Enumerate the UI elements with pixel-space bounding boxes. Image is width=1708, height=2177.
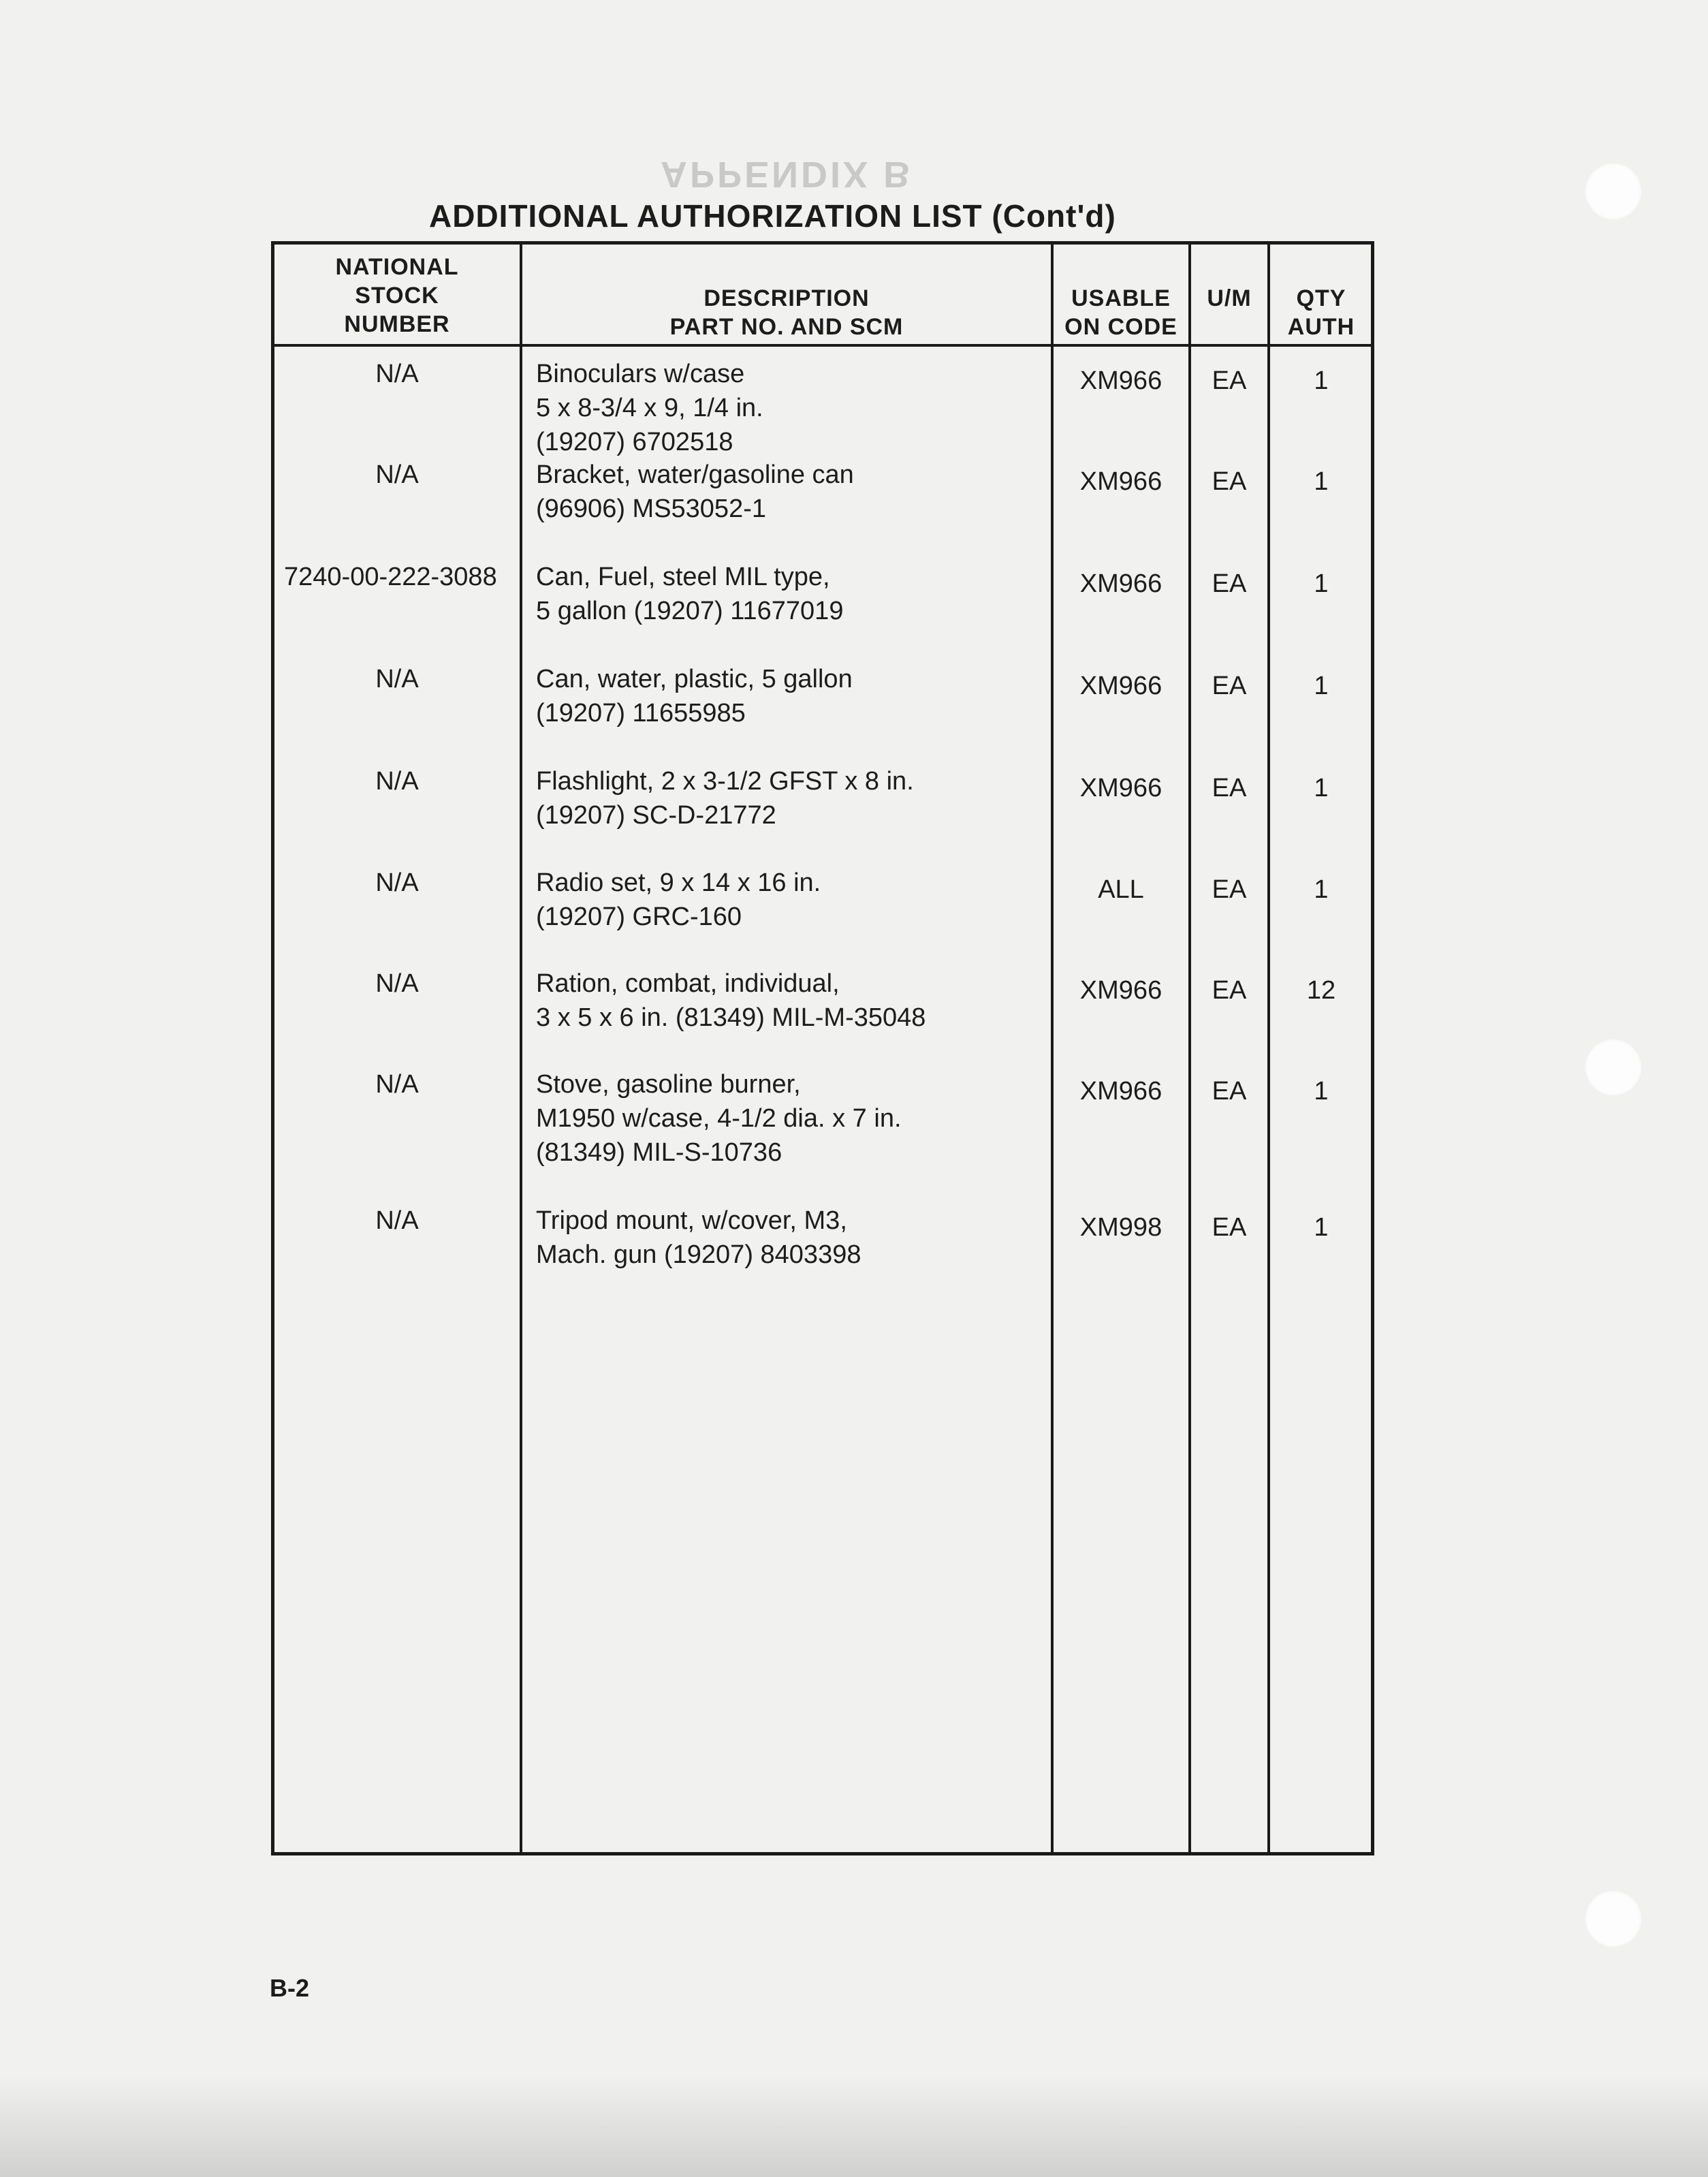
header-divider — [274, 344, 1371, 347]
cell-usable-on-code: XM966 — [1079, 672, 1163, 700]
cell-qty-auth: 1 — [1314, 1077, 1329, 1106]
cell-usable-on-code: XM966 — [1079, 774, 1163, 802]
cell-stock-number: N/A — [375, 360, 419, 388]
cell-description: Binoculars w/case 5 x 8-3/4 x 9, 1/4 in. (19207) 6702518 — [536, 360, 763, 456]
cell-unit-of-measure: EA — [1212, 875, 1247, 904]
cell-stock-number: N/A — [375, 665, 419, 693]
cell-qty-auth: 1 — [1314, 467, 1329, 496]
cell-qty-auth: 12 — [1306, 976, 1336, 1005]
page-title: ADDITIONAL AUTHORIZATION LIST (Cont'd) — [429, 198, 1116, 234]
cell-description: Bracket, water/gasoline can (96906) MS53052-1 — [536, 460, 854, 523]
cell-description: Flashlight, 2 x 3-1/2 GFST x 8 in. (19207) SC-D-21772 — [536, 767, 914, 830]
cell-usable-on-code: XM966 — [1079, 366, 1163, 395]
cell-qty-auth: 1 — [1314, 1213, 1329, 1242]
cell-description: Tripod mount, w/cover, M3, Mach. gun (19207) 8403398 — [536, 1206, 861, 1269]
cell-usable-on-code: XM966 — [1079, 467, 1163, 496]
bleed-through-heading: APPENDIX B — [661, 154, 913, 195]
cell-description: Stove, gasoline burner, M1950 w/case, 4-1/2 dia. x 7 in. (81349) MIL-S-10736 — [536, 1070, 902, 1167]
cell-unit-of-measure: EA — [1212, 366, 1247, 395]
cell-unit-of-measure: EA — [1212, 467, 1247, 496]
cell-unit-of-measure: EA — [1212, 774, 1247, 802]
header-description: DESCRIPTION PART NO. AND SCM — [669, 285, 904, 340]
cell-description: Can, Fuel, steel MIL type, 5 gallon (19207) 11677019 — [536, 563, 844, 625]
column-divider — [520, 245, 522, 1852]
cell-usable-on-code: ALL — [1098, 875, 1144, 904]
binder-hole-bottom — [1584, 1890, 1643, 1948]
cell-usable-on-code: XM966 — [1079, 976, 1163, 1005]
cell-stock-number: N/A — [375, 1206, 419, 1235]
cell-description: Ration, combat, individual, 3 x 5 x 6 in. (81349) MIL-M-35048 — [536, 969, 926, 1032]
header-usable-on-code: USABLE ON CODE — [1064, 285, 1177, 340]
cell-usable-on-code: XM966 — [1079, 569, 1163, 598]
cell-qty-auth: 1 — [1314, 875, 1329, 904]
cell-unit-of-measure: EA — [1212, 1077, 1247, 1106]
cell-description: Can, water, plastic, 5 gallon (19207) 11655985 — [536, 665, 853, 727]
cell-unit-of-measure: EA — [1212, 1213, 1247, 1242]
binder-hole-middle — [1584, 1038, 1643, 1097]
cell-stock-number: N/A — [375, 767, 419, 796]
header-qty-auth: QTY AUTH — [1287, 285, 1355, 340]
cell-qty-auth: 1 — [1314, 672, 1329, 700]
cell-stock-number: N/A — [375, 868, 419, 897]
cell-unit-of-measure: EA — [1212, 976, 1247, 1005]
scan-edge-shadow — [0, 2075, 1708, 2177]
authorization-table — [271, 241, 1374, 1855]
header-national-stock-number: NATIONAL STOCK NUMBER — [335, 254, 459, 337]
cell-qty-auth: 1 — [1314, 774, 1329, 802]
cell-qty-auth: 1 — [1314, 569, 1329, 598]
header-unit-of-measure: U/M — [1207, 285, 1252, 311]
binder-hole-top — [1584, 162, 1643, 221]
cell-description: Radio set, 9 x 14 x 16 in. (19207) GRC-160 — [536, 868, 821, 931]
cell-unit-of-measure: EA — [1212, 672, 1247, 700]
cell-unit-of-measure: EA — [1212, 569, 1247, 598]
cell-qty-auth: 1 — [1314, 366, 1329, 395]
cell-usable-on-code: XM966 — [1079, 1077, 1163, 1106]
cell-stock-number: 7240-00-222-3088 — [284, 563, 497, 591]
page-number: B-2 — [270, 1974, 310, 2002]
cell-usable-on-code: XM998 — [1079, 1213, 1163, 1242]
cell-stock-number: N/A — [375, 969, 419, 998]
cell-stock-number: N/A — [375, 460, 419, 489]
cell-stock-number: N/A — [375, 1070, 419, 1099]
